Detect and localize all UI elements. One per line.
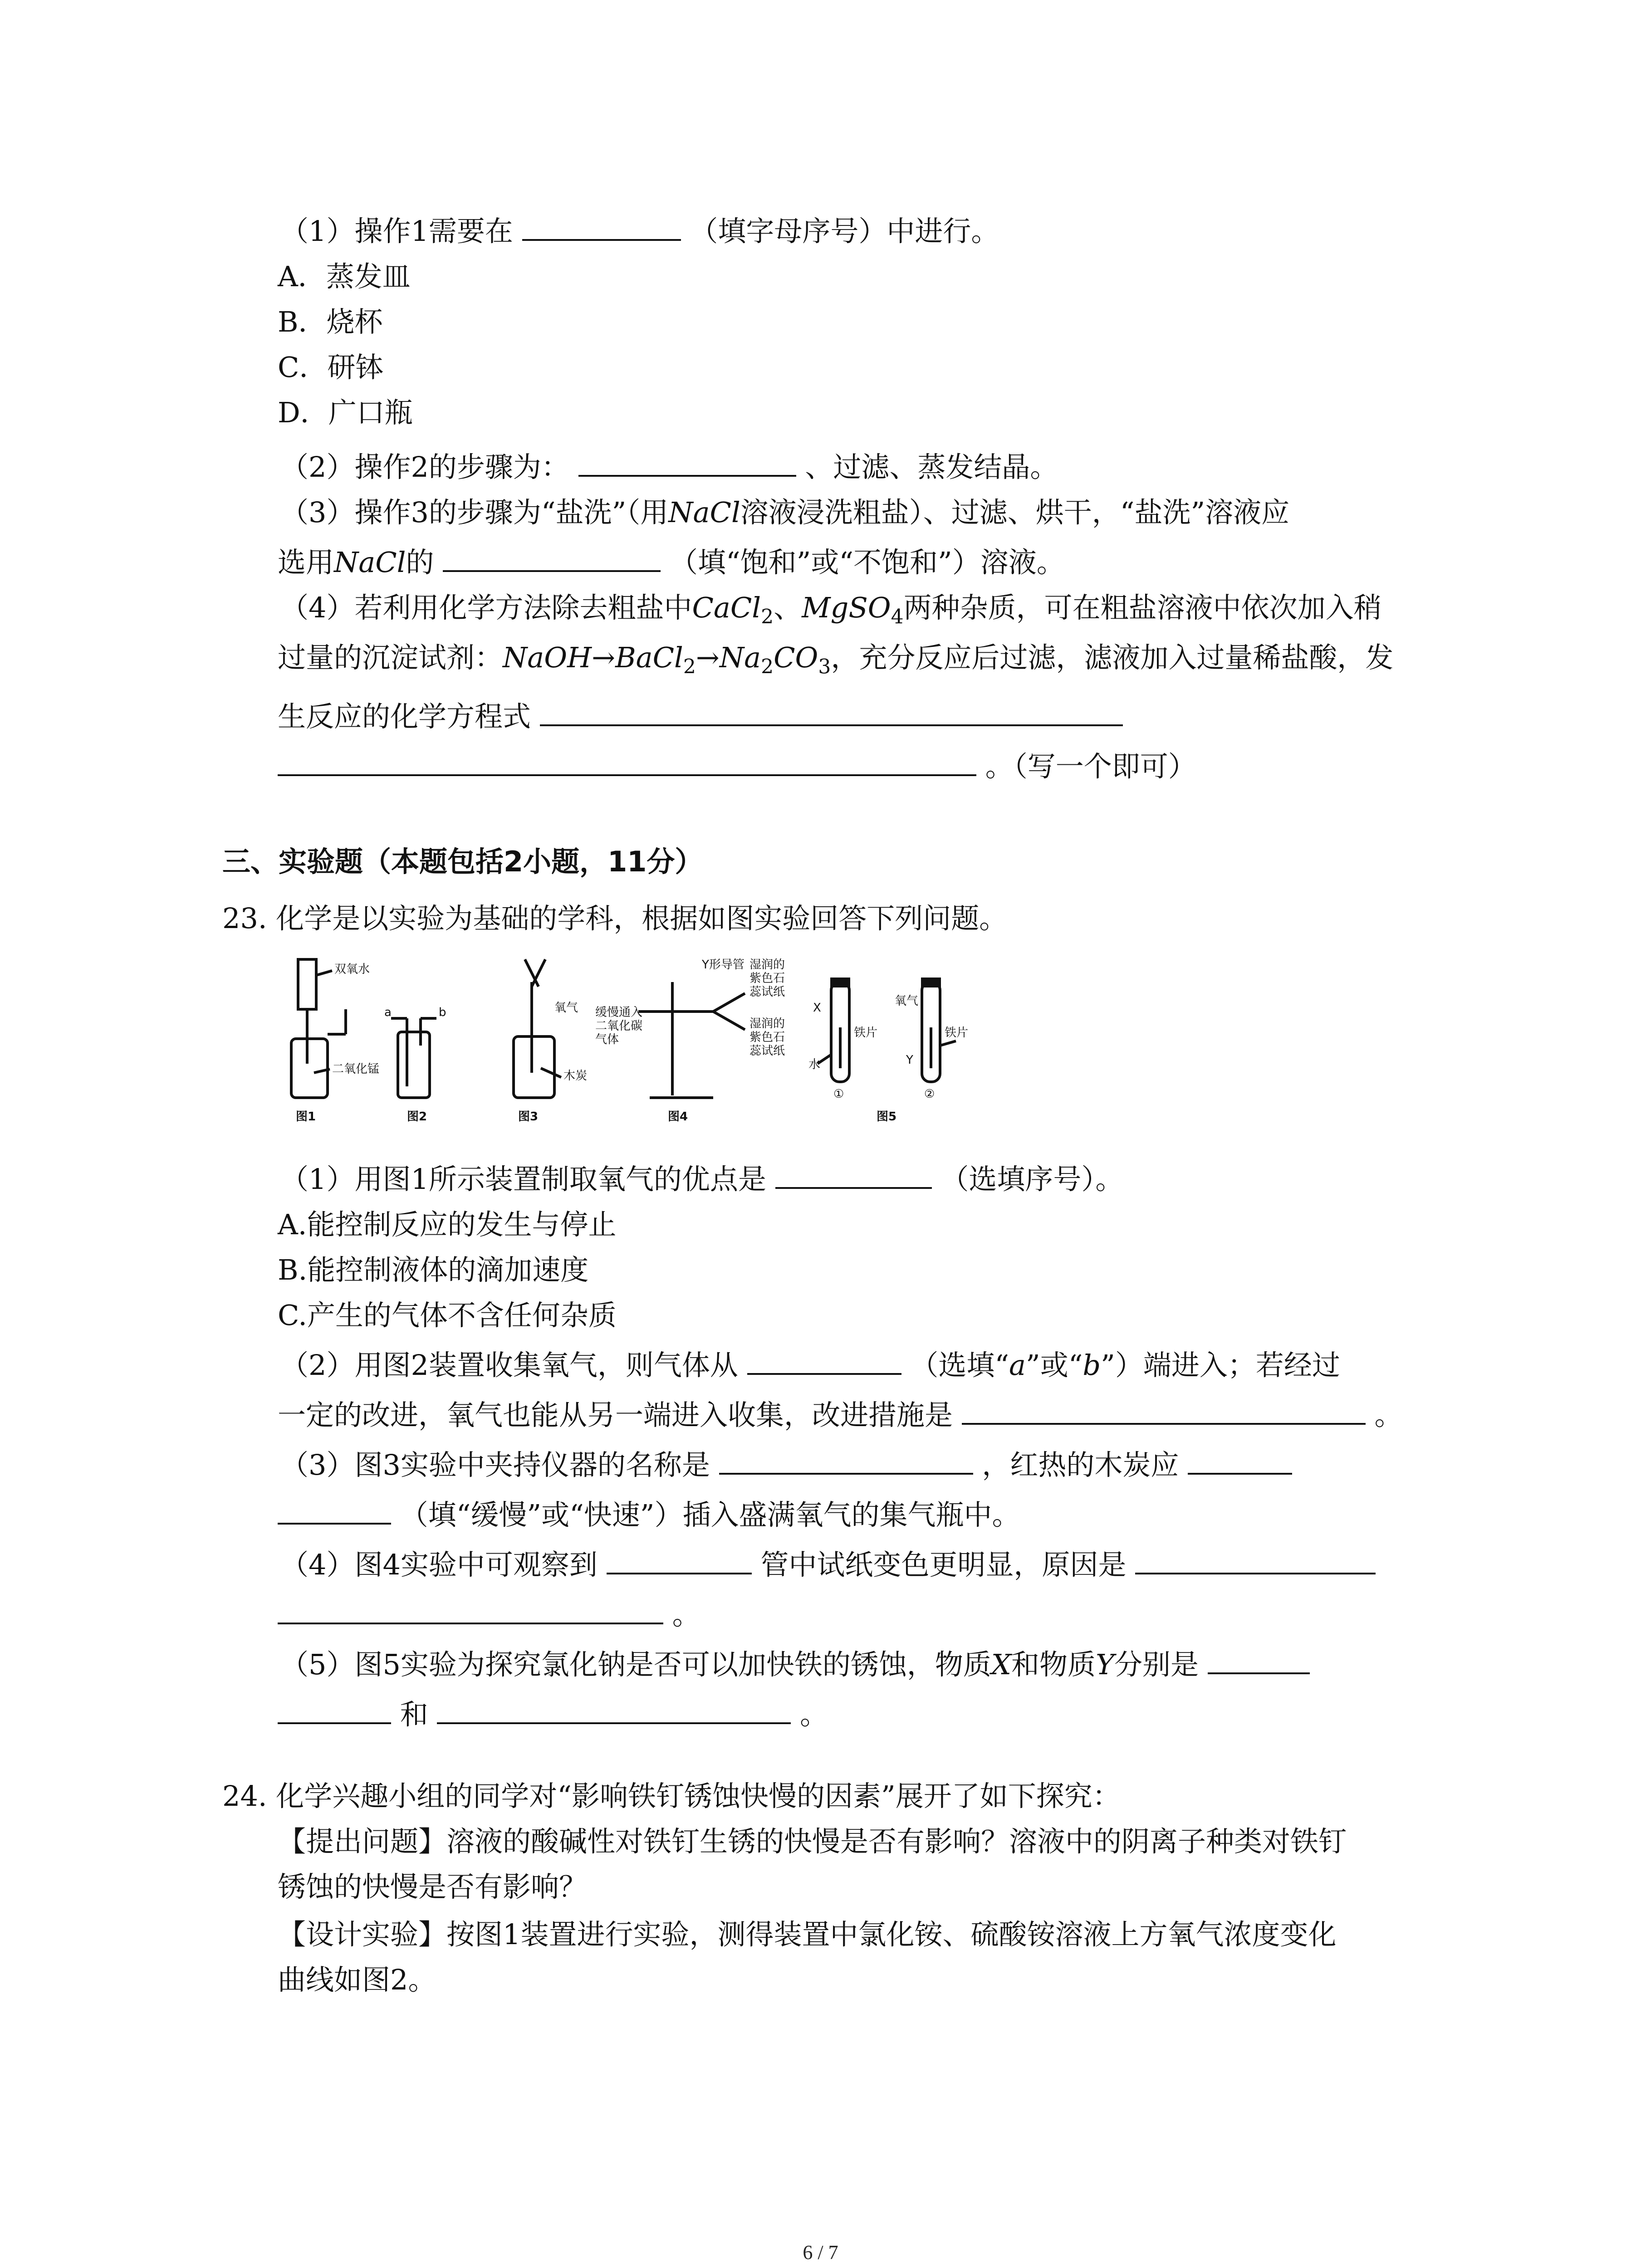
variable-x: X (991, 1648, 1012, 1681)
q23-part5-line2 (278, 1696, 828, 1733)
label-purple: 紫色石 (749, 972, 785, 985)
q23-part3-text-c: （填“缓慢”或“快速”）插入盛满氧气的集气瓶中。 (400, 1498, 1020, 1531)
label-oxygen: 氧气 (554, 1001, 578, 1015)
experiment-figure (278, 950, 1049, 1129)
q22-part4-text-f: 。（写一个即可） (985, 750, 1196, 783)
answer-blank[interactable] (437, 1697, 791, 1724)
formula-co3: CO (774, 641, 818, 674)
q23-part4-text-c: 。 (672, 1598, 700, 1631)
answer-blank[interactable] (719, 1447, 973, 1475)
q24-intro: 24. 化学兴趣小组的同学对“影响铁钉锈蚀快慢的因素”展开了如下探究： (222, 1779, 1121, 1813)
subscript: 2 (761, 655, 774, 679)
q22-part4-line3 (278, 699, 1123, 735)
q22-part2-text: （2）操作2的步骤为： (280, 450, 569, 484)
subscript: 2 (761, 605, 774, 629)
answer-blank[interactable] (1208, 1647, 1310, 1674)
answer-blank[interactable] (278, 749, 976, 776)
q23-part2-line2 (278, 1397, 1402, 1433)
label-co2: 二氧化碳 (595, 1019, 643, 1033)
label-h2o2: 双氧水 (334, 963, 370, 976)
label-purple-2: 紫色石 (749, 1031, 785, 1044)
q22-part4-line2 (278, 640, 1393, 685)
formula-mgso4: MgSO (802, 591, 891, 624)
q22-part3-text-d: 的 (406, 546, 434, 579)
apparatus-diagram (278, 950, 1049, 1127)
q23-part3-text: （3）图3实验中夹持仪器的名称是 (280, 1448, 710, 1481)
answer-blank[interactable] (1135, 1547, 1376, 1574)
answer-blank[interactable] (278, 1497, 391, 1525)
q22-part4-text-c: 过量的沉淀试剂： (278, 641, 503, 674)
q23-part1 (280, 1161, 1123, 1198)
q22-part4-text-b: 两种杂质，可在粗盐溶液中依次加入稍 (903, 591, 1382, 624)
q22-option-d: D．广口瓶 (278, 396, 413, 429)
q23-part3-text-b: ，红热的木炭应 (982, 1448, 1179, 1481)
q23-part4-line1 (280, 1547, 1376, 1583)
label-wet-2: 湿润的 (749, 1017, 785, 1031)
formula-nacl: NaCl (668, 496, 740, 529)
caption-fig2: 图2 (407, 1110, 427, 1124)
q24-design-line1: 【设计实验】按图1装置进行实验，测得装置中氯化铵、硫酸铵溶液上方氧气浓度变化 (278, 1918, 1337, 1951)
label-y: Y (906, 1053, 913, 1067)
q23-part3-line2 (278, 1497, 1020, 1533)
q22-part4-line1 (280, 590, 1382, 635)
q22-part2-suffix: 、过滤、蒸发结晶。 (805, 450, 1058, 484)
formula-nacl: NaCl (334, 546, 406, 579)
answer-blank[interactable] (1188, 1447, 1292, 1475)
label-oxygen-2: 氧气 (895, 994, 919, 1008)
q24-design-line2: 曲线如图2。 (278, 1963, 436, 1996)
label-b: b (439, 1006, 446, 1019)
label-ytube: Y形导管 (702, 958, 745, 972)
q24-question-line2: 锈蚀的快慢是否有影响？ (278, 1870, 588, 1903)
answer-blank[interactable] (278, 1597, 663, 1624)
label-tube1: ① (833, 1087, 844, 1101)
caption-fig1: 图1 (296, 1110, 316, 1124)
q23-option-b: B.能控制液体的滴加速度 (278, 1253, 589, 1286)
formula-na2co3: Na (719, 641, 761, 674)
q22-part1-text: （1）操作1需要在 (280, 215, 513, 248)
q23-part2-text-c: ”或“ (1026, 1349, 1083, 1382)
q23-part5-text-d: 和 (400, 1698, 428, 1731)
label-litmus: 蕊试纸 (749, 985, 785, 999)
subscript: 4 (891, 605, 904, 629)
caption-fig3: 图3 (518, 1110, 539, 1124)
q22-option-b: B．烧杯 (278, 305, 383, 338)
q23-part5-text-b: 和物质 (1011, 1648, 1096, 1681)
label-iron-2: 铁片 (945, 1026, 969, 1040)
q23-part1-suffix: （选填序号）。 (941, 1163, 1124, 1196)
q22-part4-text: （4）若利用化学方法除去粗盐中 (280, 591, 692, 624)
option-b-label: b (1083, 1349, 1101, 1382)
arrow-icon: → (696, 641, 720, 674)
q22-part3-text-c: 选用 (278, 546, 334, 579)
label-a: a (384, 1006, 392, 1019)
label-iron: 铁片 (854, 1026, 878, 1040)
q24-question-line1: 【提出问题】溶液的酸碱性对铁钉生锈的快慢是否有影响？溶液中的阴离子种类对铁钉 (278, 1825, 1347, 1858)
q23-part4-text: （4）图4实验中可观察到 (280, 1548, 598, 1581)
q23-part2-text: （2）用图2装置收集氧气，则气体从 (280, 1349, 738, 1382)
q22-part3-line2 (278, 544, 1065, 581)
answer-blank[interactable] (443, 545, 661, 572)
caption-fig5: 图5 (877, 1110, 897, 1124)
q23-part5-text-c: 分别是 (1114, 1648, 1199, 1681)
q22-option-a: A．蒸发皿 (278, 260, 411, 293)
q23-part2-line1 (280, 1347, 1340, 1383)
subscript: 2 (683, 655, 696, 679)
answer-blank[interactable] (540, 699, 1123, 726)
q23-part2-text-b: （选填“ (910, 1349, 1009, 1382)
q22-part3-line1 (280, 494, 1289, 531)
q23-part4-line2 (278, 1597, 700, 1633)
variable-y: Y (1096, 1648, 1114, 1681)
q22-part3-text: （3）操作3的步骤为“盐洗”（用 (280, 496, 669, 529)
q23-part5-text-e: 。 (800, 1698, 828, 1731)
answer-blank[interactable] (522, 214, 681, 241)
q22-part4-text-d: ，充分反应后过滤，滤液加入过量稀盐酸，发 (831, 641, 1394, 674)
q23-option-a: A.能控制反应的发生与停止 (278, 1208, 617, 1241)
formula-bacl2: BaCl (615, 641, 683, 674)
answer-blank[interactable] (775, 1162, 932, 1189)
q23-part4-text-b: 管中试纸变色更明显，原因是 (760, 1548, 1127, 1581)
label-water: 水 (808, 1058, 821, 1071)
funnel-shape (298, 959, 316, 1009)
label-slow: 缓慢通入 (595, 1006, 643, 1019)
page-number: 6 / 7 (803, 2241, 838, 2263)
subscript: 3 (818, 655, 831, 679)
q22-option-c: C．研钵 (278, 351, 384, 384)
label-x: X (813, 1001, 821, 1015)
q22-part2 (280, 449, 1058, 485)
separator: 、 (774, 591, 802, 624)
q23-part5-text: （5）图5实验为探究氯化钠是否可以加快铁的锈蚀，物质 (280, 1648, 991, 1681)
q22-part4-text-e: 生反应的化学方程式 (278, 700, 531, 733)
label-tube2: ② (924, 1087, 935, 1101)
section-title: 三、实验题（本题包括2小题，11分） (222, 845, 703, 878)
formula-naoh: NaOH (503, 641, 592, 674)
q22-part4-line4 (278, 748, 1196, 785)
label-gas: 气体 (595, 1033, 619, 1046)
answer-blank[interactable] (962, 1398, 1366, 1425)
q23-option-c: C.产生的气体不含任何杂质 (278, 1299, 617, 1332)
answer-blank[interactable] (278, 1697, 391, 1724)
arrow-icon: → (592, 641, 616, 674)
q22-part1 (280, 213, 999, 249)
answer-blank[interactable] (607, 1547, 752, 1574)
q23-intro: 23. 化学是以实验为基础的学科，根据如图实验回答下列问题。 (222, 902, 1008, 935)
q22-part3-text-b: 溶液浸洗粗盐）、过滤、烘干，“盐洗”溶液应 (740, 496, 1290, 529)
answer-blank[interactable] (578, 450, 796, 477)
q22-part1-suffix: （填字母序号）中进行。 (690, 215, 999, 248)
q23-part1-text: （1）用图1所示装置制取氧气的优点是 (280, 1163, 766, 1196)
label-litmus-2: 蕊试纸 (749, 1044, 785, 1058)
caption-fig4: 图4 (668, 1110, 688, 1124)
q23-part2-text-d: ”）端进入；若经过 (1101, 1349, 1340, 1382)
q23-part2-text-f: 。 (1374, 1398, 1403, 1432)
q22-part3-text-e: （填“饱和”或“不饱和”）溶液。 (669, 546, 1065, 579)
label-mno2: 二氧化锰 (332, 1062, 380, 1076)
q23-part3-line1 (280, 1447, 1292, 1483)
answer-blank[interactable] (747, 1348, 901, 1375)
label-carbon: 木炭 (563, 1069, 588, 1083)
formula-cacl2: CaCl (692, 591, 761, 624)
q23-part5-line1 (280, 1647, 1310, 1683)
option-a-label: a (1009, 1349, 1026, 1382)
flask-shape (291, 1039, 328, 1098)
label-wet: 湿润的 (749, 958, 785, 972)
q23-part2-text-e: 一定的改进，氧气也能从另一端进入收集，改进措施是 (278, 1398, 953, 1432)
